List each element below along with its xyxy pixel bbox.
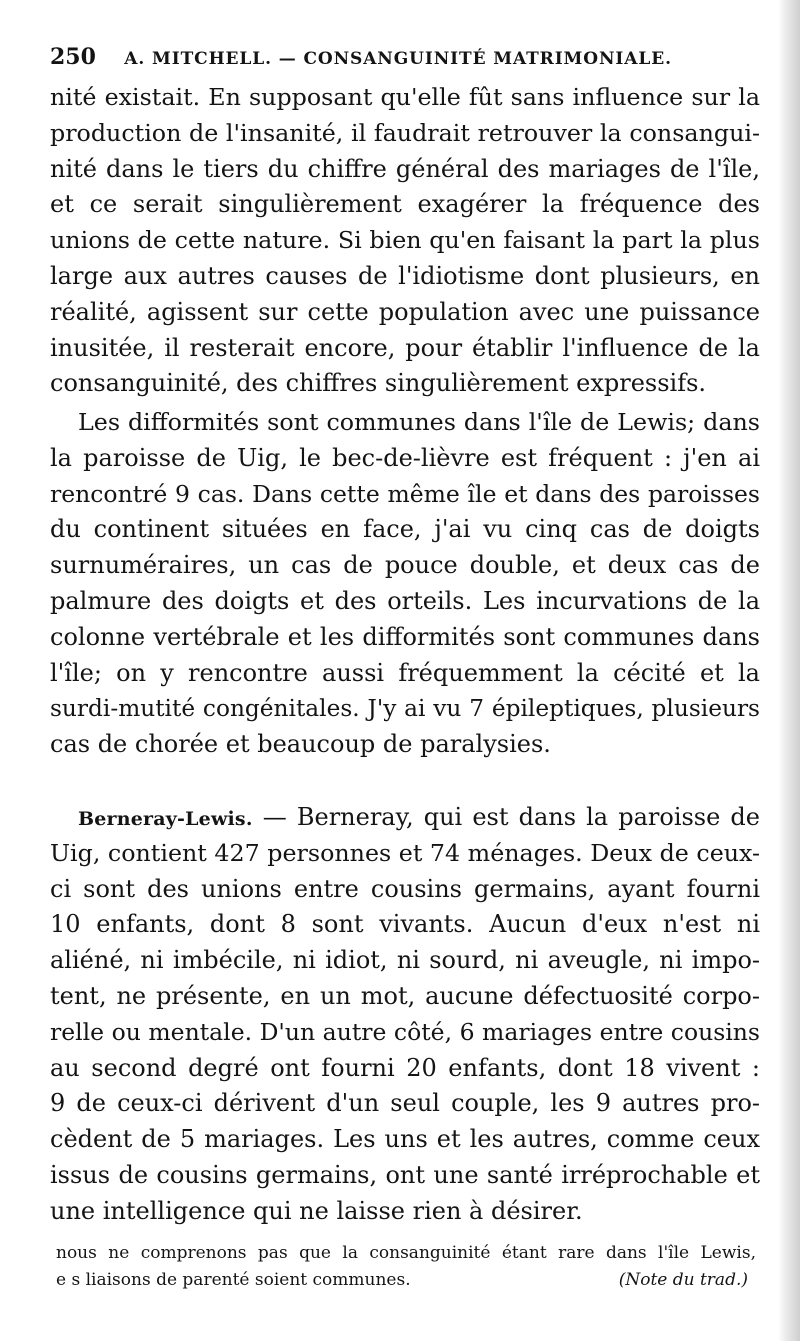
page-binding-edge <box>778 0 800 1341</box>
text-line: et ce serait singulièrement exagérer la fréquence des <box>50 190 760 219</box>
text-line: au second degré ont fourni 20 enfants, dont 18 vivent : <box>50 1053 760 1082</box>
paragraph-2 <box>50 405 760 763</box>
text-line: nité dans le tiers du chiffre général des mariages de l'île, <box>50 154 760 183</box>
section-title: Berneray-Lewis. <box>78 808 253 830</box>
text-line: 10 enfants, dont 8 sont vivants. Aucun d'eux n'est ni <box>50 910 760 939</box>
text-line: unions de cette nature. Si bien qu'en faisant la part la plus <box>50 226 760 255</box>
text-line: issus de cousins germains, ont une santé irréprochable et <box>50 1160 760 1189</box>
text-line: une intelligence qui ne laisse rien à désirer. <box>50 1196 583 1225</box>
text-line: relle ou mentale. D'un autre côté, 6 mariages entre cousins <box>50 1017 760 1046</box>
text-line: surdi-mutité congénitales. J'y ai vu 7 épileptiques, plusieurs <box>50 695 760 723</box>
text-line: 9 de ceux-ci dérivent d'un seul couple, les 9 autres pro- <box>50 1089 760 1118</box>
paragraph-1 <box>50 80 760 402</box>
text-line: consanguinité, des chiffres singulièrement expressifs. <box>50 369 707 398</box>
footnote-line: nous ne comprenons pas que la consanguinité étant rare dans l'île Lewis, <box>56 1243 756 1263</box>
section-first-line <box>50 800 760 836</box>
translator-note: (Note du trad.) <box>618 1270 748 1290</box>
text-line: inusitée, il resterait encore, pour établir l'influence de la <box>50 333 760 362</box>
text-line: large aux autres causes de l'idiotisme dont plusieurs, en <box>50 261 760 290</box>
text-line: palmure des doigts et des orteils. Les incurvations de la <box>50 586 760 615</box>
text-line: tent, ne présente, en un mot, aucune défectuosité corpo- <box>50 981 760 1010</box>
text-line: aliéné, ni imbécile, ni idiot, ni sourd, ni aveugle, ni impo- <box>50 946 760 975</box>
text-line: la paroisse de Uig, le bec-de-lièvre est fréquent : j'en ai <box>50 443 760 472</box>
text-line: réalité, agissent sur cette population avec une puissance <box>50 297 760 326</box>
text-line: nité existait. En supposant qu'elle fût sans influence sur la <box>50 83 760 111</box>
text-line: cas de chorée et beaucoup de paralysies. <box>50 730 551 759</box>
text-line: colonne vertébrale et les difformités sont communes dans <box>50 622 760 651</box>
text-line: Les difformités sont communes dans l'île de Lewis; dans <box>78 408 760 436</box>
text-line: Uig, contient 427 personnes et 74 ménages. Deux de ceux- <box>50 838 760 867</box>
section-berneray-lewis <box>50 800 760 1230</box>
text-line: ci sont des unions entre cousins germains, ayant fourni <box>50 874 760 903</box>
text-line: surnuméraires, un cas de pouce double, et deux cas de <box>50 551 760 580</box>
text-line: production de l'insanité, il faudrait retrouver la consangui- <box>50 118 760 147</box>
text-line: l'île; on y rencontre aussi fréquemment la cécité et la <box>50 658 760 687</box>
footnote-line <box>56 1267 756 1294</box>
footnote <box>56 1240 756 1294</box>
page-header <box>50 42 760 72</box>
footnote-line-text: e s liaisons de parenté soient communes. <box>56 1270 411 1290</box>
text-line: du continent situées en face, j'ai vu cinq cas de doigts <box>50 515 760 544</box>
section-first-line-text: — Berneray, qui est dans la paroisse de <box>252 803 760 831</box>
page-number: 250 <box>50 44 96 70</box>
running-head: A. MITCHELL. — CONSANGUINITÉ MATRIMONIALE. <box>124 49 672 69</box>
text-line: rencontré 9 cas. Dans cette même île et dans des paroisses <box>50 479 760 508</box>
text-line: cèdent de 5 mariages. Les uns et les autres, comme ceux <box>50 1125 760 1154</box>
